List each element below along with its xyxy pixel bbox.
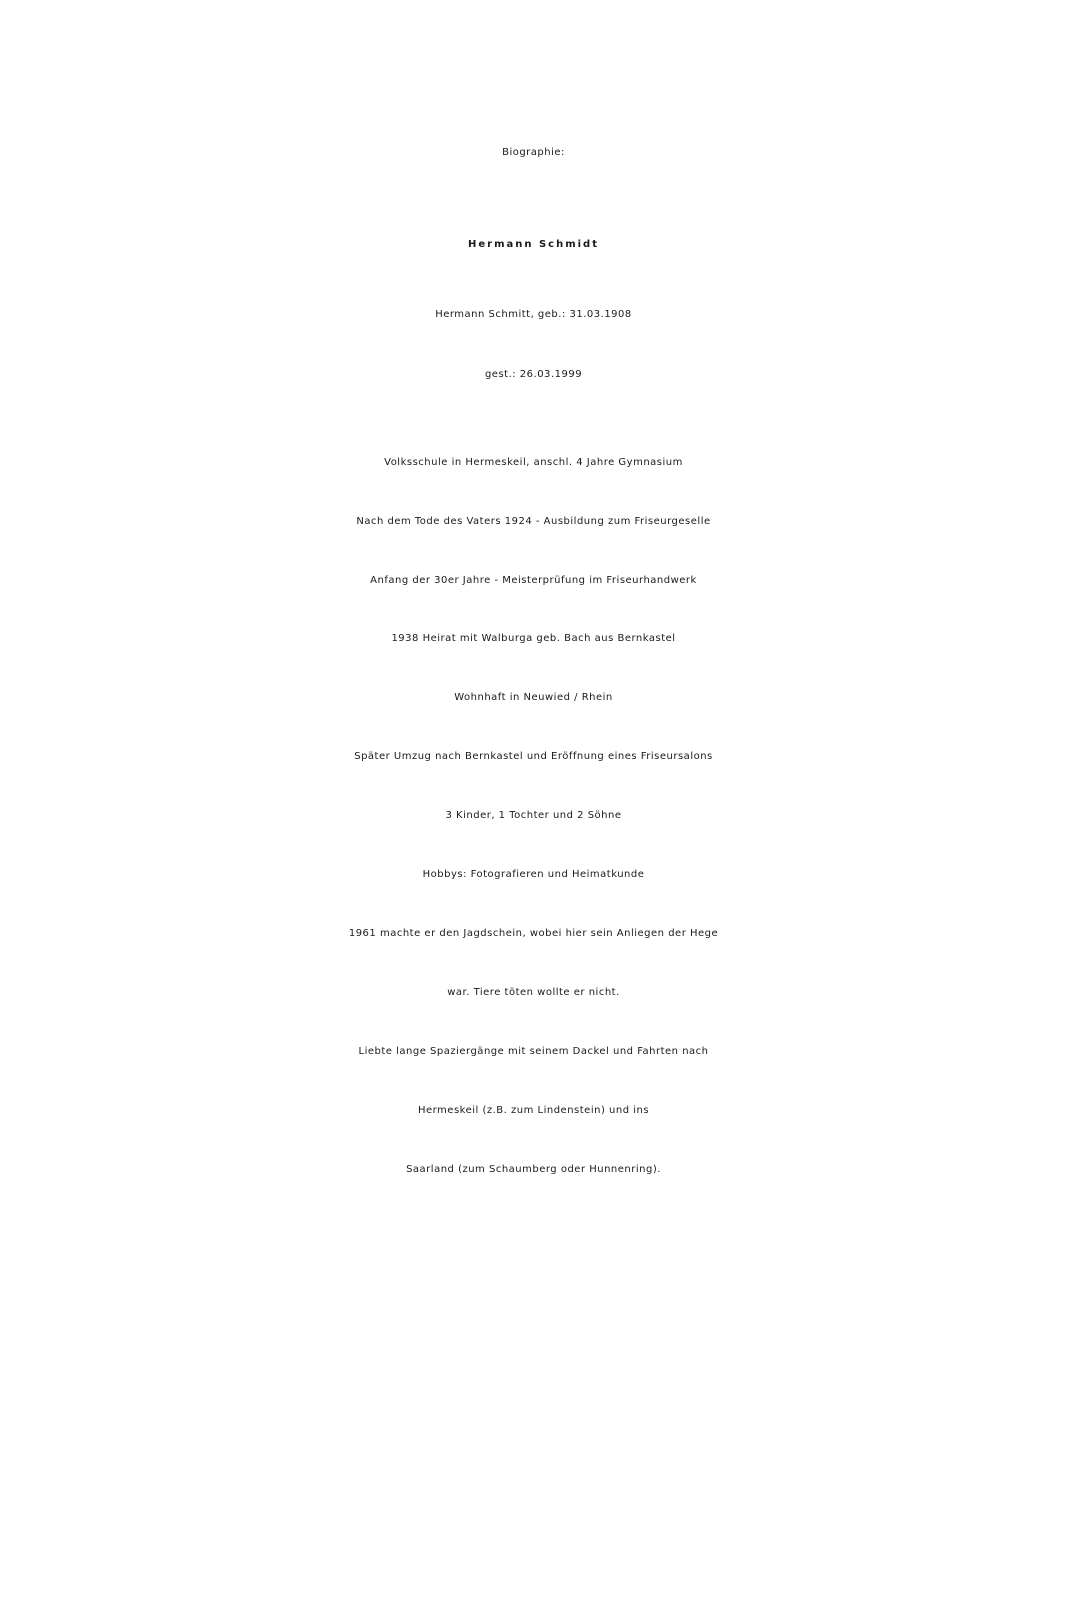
bio-line: Hermeskeil (z.B. zum Lindenstein) und ins (417, 1105, 650, 1116)
bio-line: Hobbys: Fotografieren und Heimatkunde (422, 869, 645, 880)
death-line: gest.: 26.03.1999 (484, 369, 583, 380)
bio-line: Saarland (zum Schaumberg oder Hunnenring). (406, 1164, 661, 1175)
bio-line: Volksschule in Hermeskeil, anschl. 4 Jahre Gymnasium (384, 457, 683, 468)
person-name: Hermann Schmidt (467, 239, 599, 250)
bio-line: Später Umzug nach Bernkastel und Eröffnung eines Friseursalons (354, 751, 713, 762)
page-heading: Biographie: (502, 147, 565, 158)
bio-line: Anfang der 30er Jahre - Meisterprüfung im Friseurhandwerk (370, 575, 697, 586)
bio-line: 1938 Heirat mit Walburga geb. Bach aus Bernkastel (391, 633, 676, 644)
bio-line: 3 Kinder, 1 Tochter und 2 Söhne (445, 810, 622, 821)
bio-line: war. Tiere töten wollte er nicht. (447, 987, 620, 998)
bio-line: Nach dem Tode des Vaters 1924 - Ausbildung zum Friseurgeselle (356, 516, 711, 527)
bio-line: Wohnhaft in Neuwied / Rhein (454, 692, 613, 703)
birth-line: Hermann Schmitt, geb.: 31.03.1908 (435, 309, 632, 320)
bio-line: Liebte lange Spaziergänge mit seinem Dackel und Fahrten nach (358, 1046, 709, 1057)
bio-line: 1961 machte er den Jagdschein, wobei hier sein Anliegen der Hege (348, 928, 719, 939)
